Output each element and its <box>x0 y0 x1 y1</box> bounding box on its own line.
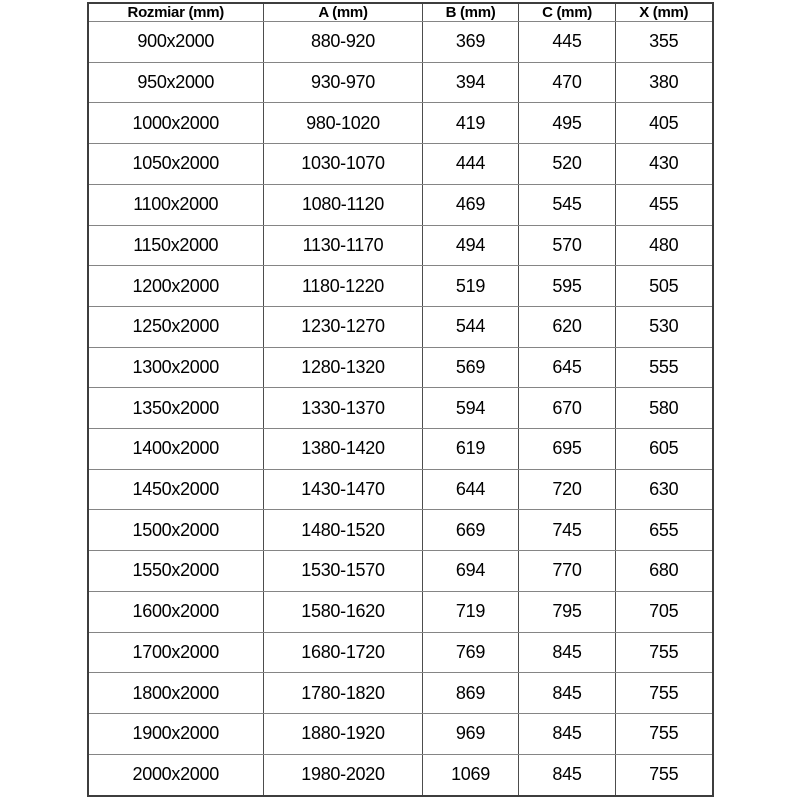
table-cell: 445 <box>519 22 616 63</box>
table-cell: 1800x2000 <box>88 673 264 714</box>
table-cell: 455 <box>616 184 713 225</box>
table-cell: 1300x2000 <box>88 347 264 388</box>
table-cell: 755 <box>616 632 713 673</box>
table-cell: 544 <box>423 306 519 347</box>
table-row <box>88 62 713 103</box>
table-row <box>88 306 713 347</box>
table-cell: 845 <box>519 754 616 796</box>
table-cell: 845 <box>519 632 616 673</box>
table-cell: 869 <box>423 673 519 714</box>
table-row <box>88 347 713 388</box>
table-cell: 1550x2000 <box>88 551 264 592</box>
table-row <box>88 510 713 551</box>
table-cell: 1030-1070 <box>264 144 423 185</box>
table-cell: 469 <box>423 184 519 225</box>
table-cell: 769 <box>423 632 519 673</box>
table-cell: 720 <box>519 469 616 510</box>
table-cell: 380 <box>616 62 713 103</box>
table-row <box>88 103 713 144</box>
table-cell: 569 <box>423 347 519 388</box>
table-cell: 1000x2000 <box>88 103 264 144</box>
table-cell: 645 <box>519 347 616 388</box>
table-cell: 669 <box>423 510 519 551</box>
table-cell: 1450x2000 <box>88 469 264 510</box>
table-cell: 1180-1220 <box>264 266 423 307</box>
table-cell: 580 <box>616 388 713 429</box>
table-cell: 1050x2000 <box>88 144 264 185</box>
table-row <box>88 713 713 754</box>
table-cell: 530 <box>616 306 713 347</box>
table-row <box>88 673 713 714</box>
table-cell: 355 <box>616 22 713 63</box>
table-cell: 1400x2000 <box>88 429 264 470</box>
table-cell: 405 <box>616 103 713 144</box>
table-body <box>88 22 713 797</box>
table-cell: 394 <box>423 62 519 103</box>
column-header: B (mm) <box>423 3 519 22</box>
table-cell: 1530-1570 <box>264 551 423 592</box>
table-cell: 1280-1320 <box>264 347 423 388</box>
table-cell: 755 <box>616 673 713 714</box>
table-cell: 950x2000 <box>88 62 264 103</box>
table-cell: 1080-1120 <box>264 184 423 225</box>
table-cell: 1600x2000 <box>88 591 264 632</box>
table-cell: 470 <box>519 62 616 103</box>
table-cell: 980-1020 <box>264 103 423 144</box>
table-cell: 1500x2000 <box>88 510 264 551</box>
column-header: C (mm) <box>519 3 616 22</box>
table-cell: 1430-1470 <box>264 469 423 510</box>
table-cell: 2000x2000 <box>88 754 264 796</box>
table-cell: 1250x2000 <box>88 306 264 347</box>
table-cell: 1900x2000 <box>88 713 264 754</box>
table-cell: 444 <box>423 144 519 185</box>
table-cell: 1980-2020 <box>264 754 423 796</box>
table-row <box>88 469 713 510</box>
table-cell: 745 <box>519 510 616 551</box>
table-cell: 505 <box>616 266 713 307</box>
table-cell: 1780-1820 <box>264 673 423 714</box>
table-cell: 1350x2000 <box>88 388 264 429</box>
table-cell: 545 <box>519 184 616 225</box>
table-row <box>88 429 713 470</box>
table-cell: 495 <box>519 103 616 144</box>
table-cell: 755 <box>616 754 713 796</box>
table-cell: 670 <box>519 388 616 429</box>
table-cell: 1100x2000 <box>88 184 264 225</box>
table-cell: 880-920 <box>264 22 423 63</box>
table-cell: 369 <box>423 22 519 63</box>
table-cell: 1130-1170 <box>264 225 423 266</box>
table-cell: 770 <box>519 551 616 592</box>
table-cell: 655 <box>616 510 713 551</box>
table-cell: 695 <box>519 429 616 470</box>
table-cell: 419 <box>423 103 519 144</box>
table-row <box>88 754 713 796</box>
column-header: A (mm) <box>264 3 423 22</box>
table-cell: 1680-1720 <box>264 632 423 673</box>
table-cell: 1480-1520 <box>264 510 423 551</box>
table-row <box>88 632 713 673</box>
table-cell: 620 <box>519 306 616 347</box>
table-cell: 1880-1920 <box>264 713 423 754</box>
table-cell: 795 <box>519 591 616 632</box>
table-cell: 644 <box>423 469 519 510</box>
table-cell: 594 <box>423 388 519 429</box>
table-cell: 719 <box>423 591 519 632</box>
table-cell: 845 <box>519 673 616 714</box>
table-cell: 1230-1270 <box>264 306 423 347</box>
table-cell: 430 <box>616 144 713 185</box>
table-cell: 969 <box>423 713 519 754</box>
table-cell: 930-970 <box>264 62 423 103</box>
table-header <box>88 3 713 22</box>
table-row <box>88 144 713 185</box>
table-cell: 705 <box>616 591 713 632</box>
table-cell: 1330-1370 <box>264 388 423 429</box>
table-cell: 1150x2000 <box>88 225 264 266</box>
table-cell: 1700x2000 <box>88 632 264 673</box>
table-cell: 619 <box>423 429 519 470</box>
column-header: Rozmiar (mm) <box>88 3 264 22</box>
table-cell: 1069 <box>423 754 519 796</box>
table-cell: 595 <box>519 266 616 307</box>
table-cell: 605 <box>616 429 713 470</box>
table-cell: 630 <box>616 469 713 510</box>
table-cell: 555 <box>616 347 713 388</box>
table-row <box>88 22 713 63</box>
table-row <box>88 591 713 632</box>
table-cell: 570 <box>519 225 616 266</box>
table-cell: 755 <box>616 713 713 754</box>
column-header: X (mm) <box>616 3 713 22</box>
table-cell: 1580-1620 <box>264 591 423 632</box>
header-row <box>88 3 713 22</box>
table-cell: 900x2000 <box>88 22 264 63</box>
table-cell: 694 <box>423 551 519 592</box>
table-cell: 680 <box>616 551 713 592</box>
table-row <box>88 184 713 225</box>
table-row <box>88 388 713 429</box>
table-cell: 1380-1420 <box>264 429 423 470</box>
table-cell: 494 <box>423 225 519 266</box>
size-dimensions-table <box>87 2 714 797</box>
table-cell: 480 <box>616 225 713 266</box>
table-row <box>88 266 713 307</box>
table-cell: 519 <box>423 266 519 307</box>
table-cell: 1200x2000 <box>88 266 264 307</box>
table-row <box>88 225 713 266</box>
table-cell: 845 <box>519 713 616 754</box>
table-cell: 520 <box>519 144 616 185</box>
table-row <box>88 551 713 592</box>
